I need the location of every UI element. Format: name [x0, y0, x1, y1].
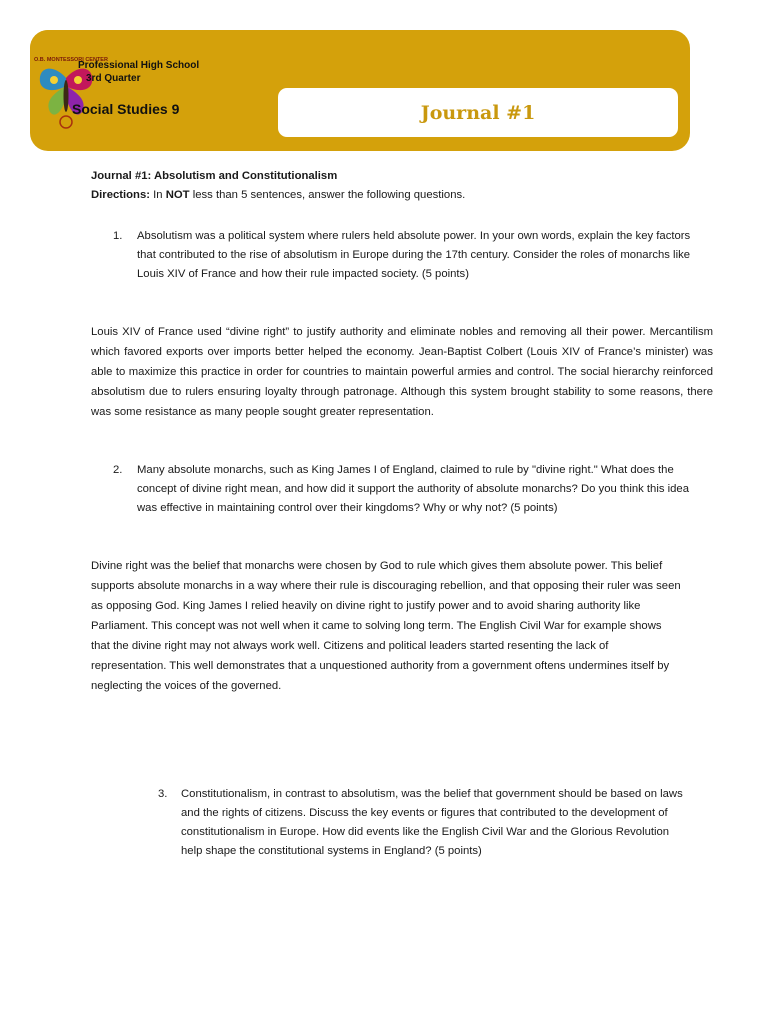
answer-1: Louis XIV of France used “divine right” to justify authority and eliminate nobles and removing all their power. Mercantilism which favored exports over imports better helped the economy. Jean-Baptist Colbert (Louis XIV of France’s minister) was able to maximize this practice in order for countries to maintain powerful armies and control. The social hierarchy reinforced absolutism due to rulers ensuring loyalty through patronage. Although this system brought stability to some reasons, there was some resistance as many people sought greater representation. [91, 326, 713, 418]
answer-2: Divine right was the belief that monarchs were chosen by God to rule which gives them absolute power. This belief supports absolute monarchs in a way where their rule is discouraging rebellion, and that opposing their ruler was seen as opposing God. King James I relied heavily on divine right to justify power and to avoid sharing authority like Parliament. This concept was not well when it came to solving long term. The English Civil War for example shows that the divine right may not always work well. Citizens and political leaders started resenting the lack of representation. This well demonstrates that a unquestioned authority from a government oftens undermines itself by neglecting the voices of the governed. [91, 560, 681, 692]
school-name: Professional High School [78, 60, 200, 71]
directions-emphasis: NOT [165, 189, 190, 201]
journal-title: Journal #1 [420, 101, 536, 124]
question-number: 3. [158, 788, 168, 800]
logo-wing-lower-left [48, 86, 66, 115]
logo-spot [50, 76, 58, 84]
document-heading: Journal #1: Absolutism and Constitutionalism [91, 170, 338, 182]
journal-title-box [278, 88, 678, 137]
directions-label: Directions: [91, 189, 151, 201]
directions-pre: In [150, 189, 166, 201]
question-text: Absolutism was a political system where rulers held absolute power. In your own words, explain the key factors that contributed to the rise of absolutism in Europe during the 17th century. Consider the roles of monarchs like Louis XIV of France and how their rule impacted society. (5 points) [137, 230, 691, 280]
quarter-label: 3rd Quarter [86, 73, 141, 84]
subject-title: Social Studies 9 [72, 101, 180, 117]
question-text: Constitutionalism, in contrast to absolutism, was the belief that government should be based on laws and the rights of citizens. Discuss the key events or figures that contributed to the development of constitutionalism in Europe. How did events like the English Civil War and the Glorious Revolution help shape the constitutional systems in England? (5 points) [181, 788, 683, 857]
directions-post: less than 5 sentences, answer the following questions. [189, 189, 466, 201]
logo-text: O.B. MONTESSORI CENTER [34, 57, 108, 63]
logo-ring [60, 116, 72, 128]
question-number: 1. [113, 230, 123, 242]
logo-spot [74, 76, 82, 84]
document-intro [91, 167, 713, 205]
directions [91, 186, 713, 205]
question-text: Many absolute monarchs, such as King James I of England, claimed to rule by "divine right." What does the concept of divine right mean, and how did it support the authority of absolute monarchs? Do you think this idea was effective in maintaining control over their kingdoms? Why or why not? (5 points) [137, 464, 689, 514]
logo-body [64, 80, 69, 112]
question-number: 2. [113, 464, 123, 476]
